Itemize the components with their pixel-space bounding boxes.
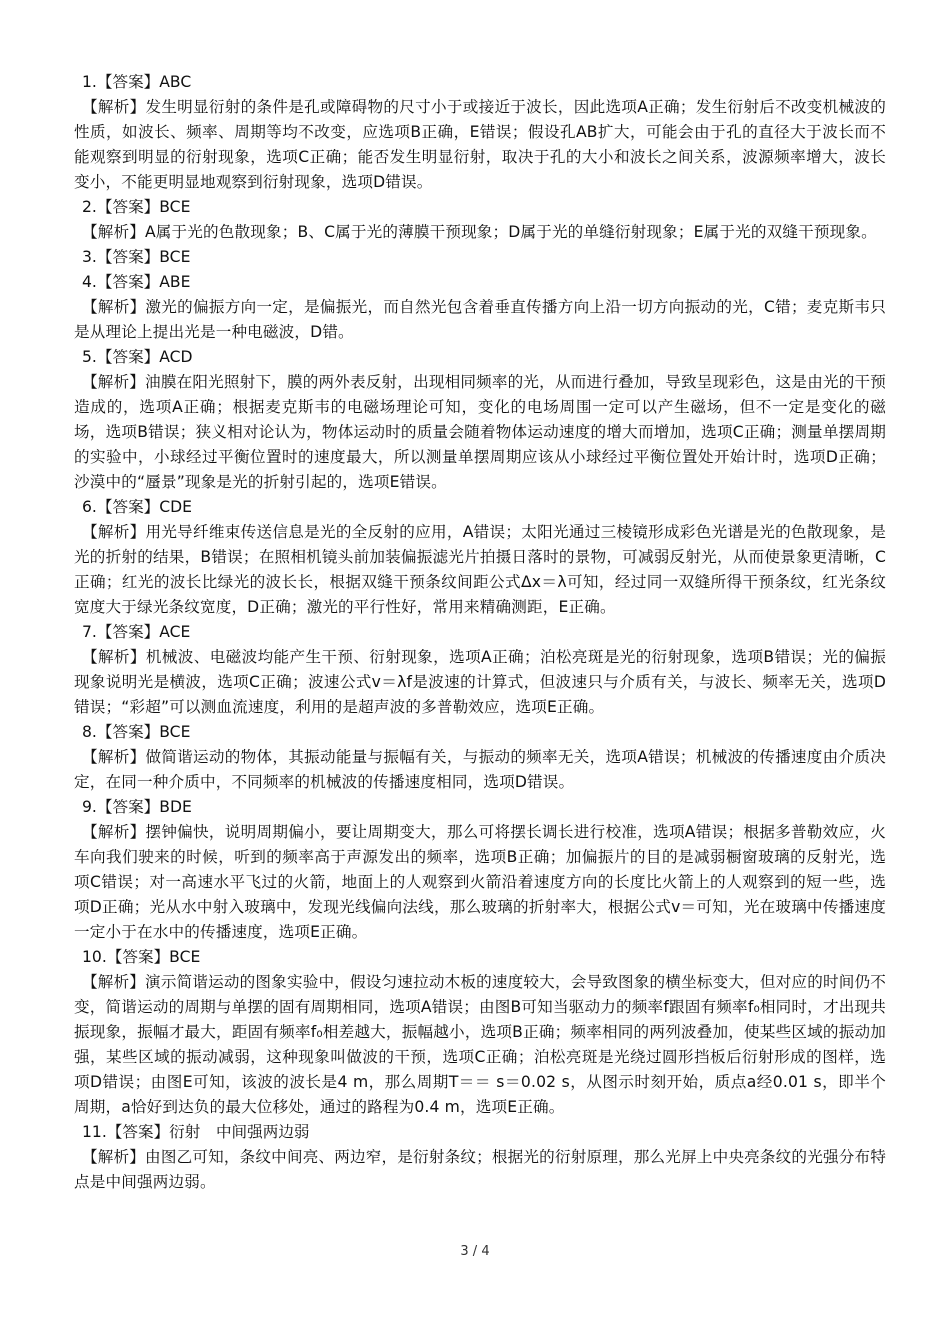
answer-5: 5.【答案】ACD: [82, 348, 193, 366]
answer-11: 11.【答案】衍射 中间强两边弱: [82, 1123, 310, 1141]
explanation-9: 【解析】摆钟偏快，说明周期偏小，要让周期变大，那么可将摆长调长进行校准，选项A错误；根据多普勒效应，火车向我们驶来的时候，听到的频率高于声源发出的频率，选项B正确；加偏振片的目的是减弱橱窗玻璃的反射光，选项C错误；对一高速水平飞过的火箭，地面上的人观察到火箭沿着速度方向的长度比火箭上的人观察到的短一些，选项D正确；光从水中射入玻璃中，发现光线偏向法线，那么玻璃的折射率大，根据公式v＝可知，光在玻璃中传播速度一定小于在水中的传播速度，选项E正确。: [74, 823, 886, 941]
explanation-11: 【解析】由图乙可知，条纹中间亮、两边窄，是衍射条纹；根据光的衍射原理，那么光屏上中央亮条纹的光强分布特点是中间强两边弱。: [74, 1148, 886, 1191]
answer-8: 8.【答案】BCE: [82, 723, 191, 741]
answer-9: 9.【答案】BDE: [82, 798, 192, 816]
answer-3: 3.【答案】BCE: [82, 248, 191, 266]
answer-list: [74, 70, 886, 1195]
explanation-8: 【解析】做简谐运动的物体，其振动能量与振幅有关，与振动的频率无关，选项A错误；机械波的传播速度由介质决定，在同一种介质中，不同频率的机械波的传播速度相同，选项D错误。: [74, 748, 886, 791]
explanation-4: 【解析】激光的偏振方向一定，是偏振光，而自然光包含着垂直传播方向上沿一切方向振动的光，C错；麦克斯韦只是从理论上提出光是一种电磁波，D错。: [74, 298, 886, 341]
explanation-1: 【解析】发生明显衍射的条件是孔或障碍物的尺寸小于或接近于波长，因此选项A正确；发生衍射后不改变机械波的性质，如波长、频率、周期等均不改变，应选项B正确，E错误；假设孔AB扩大，可能会由于孔的直径大于波长而不能观察到明显的衍射现象，选项C正确；能否发生明显衍射，取决于孔的大小和波长之间关系，波源频率增大，波长变小，不能更明显地观察到衍射现象，选项D错误。: [74, 98, 886, 191]
explanation-10: 【解析】演示简谐运动的图象实验中，假设匀速拉动木板的速度较大，会导致图象的横坐标变大，但对应的时间仍不变，简谐运动的周期与单摆的固有周期相同，选项A错误；由图B可知当驱动力的频率f跟固有频率f₀相同时，才出现共振现象，振幅才最大，距固有频率f₀相差越大，振幅越小，选项B正确；频率相同的两列波叠加，使某些区域的振动加强，某些区域的振动减弱，这种现象叫做波的干预，选项C正确；泊松亮斑是光绕过圆形挡板后衍射形成的图样，选项D错误；由图E可知，该波的波长是4 m，那么周期T＝＝ s＝0.02 s，从图示时刻开始，质点a经0.01 s，即半个周期，a恰好到达负的最大位移处，通过的路程为0.4 m，选项E正确。: [74, 973, 886, 1116]
explanation-2: 【解析】A属于光的色散现象；B、C属于光的薄膜干预现象；D属于光的单缝衍射现象；E属于光的双缝干预现象。: [82, 223, 877, 241]
page-number: 3 / 4: [460, 1244, 490, 1259]
answer-7: 7.【答案】ACE: [82, 623, 191, 641]
explanation-6: 【解析】用光导纤维束传送信息是光的全反射的应用，A错误；太阳光通过三棱镜形成彩色光谱是光的色散现象，是光的折射的结果，B错误；在照相机镜头前加装偏振滤光片拍摄日落时的景物，可减弱反射光，从而使景象更清晰，C正确；红光的波长比绿光的波长长，根据双缝干预条纹间距公式Δx＝λ可知，经过同一双缝所得干预条纹，红光条纹宽度大于绿光条纹宽度，D正确；激光的平行性好，常用来精确测距，E正确。: [74, 523, 886, 616]
answer-4: 4.【答案】ABE: [82, 273, 191, 291]
answer-10: 10.【答案】BCE: [82, 948, 201, 966]
answer-2: 2.【答案】BCE: [82, 198, 191, 216]
answer-1: 1.【答案】ABC: [82, 73, 192, 91]
answer-6: 6.【答案】CDE: [82, 498, 193, 516]
explanation-7: 【解析】机械波、电磁波均能产生干预、衍射现象，选项A正确；泊松亮斑是光的衍射现象，选项B错误；光的偏振现象说明光是横波，选项C正确；波速公式v＝λf是波速的计算式，但波速只与介质有关，与波长、频率无关，选项D错误；“彩超”可以测血流速度，利用的是超声波的多普勒效应，选项E正确。: [74, 648, 886, 716]
explanation-5: 【解析】油膜在阳光照射下，膜的两外表反射，出现相同频率的光，从而进行叠加，导致呈现彩色，这是由光的干预造成的，选项A正确；根据麦克斯韦的电磁场理论可知，变化的电场周围一定可以产生磁场，但不一定是变化的磁场，选项B错误；狭义相对论认为，物体运动时的质量会随着物体运动速度的增大而增加，选项C正确；测量单摆周期的实验中，小球经过平衡位置时的速度最大，所以测量单摆周期应该从小球经过平衡位置处开始计时，选项D正确；沙漠中的“蜃景”现象是光的折射引起的，选项E错误。: [74, 373, 886, 491]
